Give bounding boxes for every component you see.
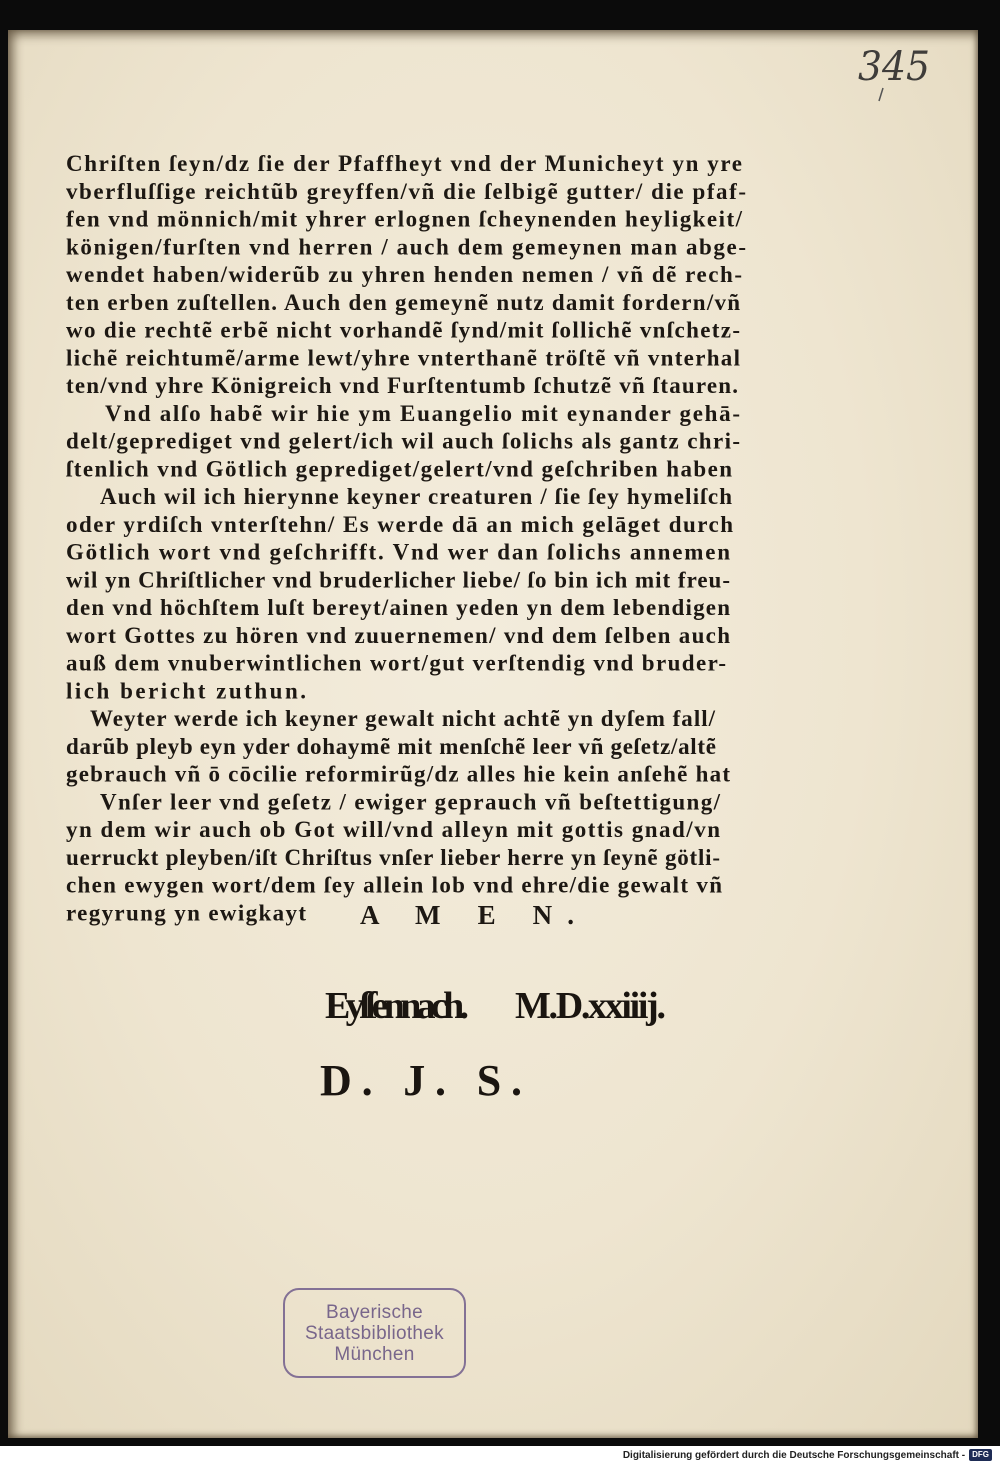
text-line: auß dem vnuberwintlichen wort/gut verſtendig vnd bruder- <box>66 650 726 676</box>
library-stamp <box>283 1288 466 1378</box>
stamp-line: Bayerische <box>326 1301 423 1323</box>
stamp-line: München <box>334 1343 415 1365</box>
colophon-initials: D. J. S. <box>320 1056 522 1105</box>
text-line: Vnd alſo habẽ wir hie ym Euangelio mit eynander gehā- <box>105 400 740 426</box>
text-line: yn dem wir auch ob Got will/vnd alleyn mit gottis gnad/vn <box>66 817 720 842</box>
colophon-place: Eyſſennach. <box>325 985 469 1027</box>
text-line: ten/vnd yhre Königreich vnd Furſtentumb ſchutzẽ vñ ſtauren. <box>66 373 738 398</box>
text-line: Chriſten ſeyn/dz ſie der Pfaffheyt vnd der Municheyt yn yre <box>66 151 742 176</box>
text-line: ſtenlich vnd Götlich geprediget/gelert/vnd geſchriben haben <box>66 456 732 482</box>
text-line: chen ewygen wort/dem ſey allein lob vnd ehre/die gewalt vñ <box>66 872 722 898</box>
text-line: wort Gottes zu hören vnd zuuernemen/ vnd dem ſelben auch <box>66 622 730 648</box>
text-line: lichẽ reichtumẽ/arme lewt/yhre vnterthanẽ tröſtẽ vñ vnterhal <box>66 345 740 371</box>
text-line: lich bericht zuthun. <box>66 678 306 704</box>
text-line: den vnd höchſtem luſt bereyt/ainen yeden yn dem lebendigen <box>66 595 730 620</box>
text-line: delt/geprediget vnd gelert/ich wil auch ſolichs als gantz chri- <box>66 428 740 454</box>
text-line: oder yrdiſch vnterſtehn/ Es werde dā an mich gelāget durch <box>66 511 733 537</box>
text-line: fen vnd mönnich/mit yhrer erlognen ſcheynenden heyligkeit/ <box>66 206 742 232</box>
text-line: vberfluſſige reichtũb greyffen/vñ die ſelbigẽ gutter/ die pfaf- <box>66 178 746 204</box>
colophon-date: M.D.xxiiij. <box>515 985 666 1027</box>
text-line: königen/furſten vnd herren / auch dem gemeynen man abge- <box>66 234 746 260</box>
text-line: wo die rechtẽ erbẽ nicht vorhandẽ ſynd/mit ſollichẽ vnſchetz- <box>66 317 740 343</box>
text-line: ten erben zuſtellen. Auch den gemeynẽ nutz damit fordern/vñ <box>66 289 740 315</box>
text-line: gebrauch vñ ō cōcilie reformirũg/dz alles hie kein anſehẽ hat <box>66 761 730 787</box>
footer-credit: Digitalisierung gefördert durch die Deutsche Forschungsgemeinschaft - <box>622 1449 966 1461</box>
text-line: wil yn Chriſtlicher vnd bruderlicher liebe/ ſo bin ich mit freu- <box>66 567 730 593</box>
text-line: darũb pleyb eyn yder dohaymẽ mit menſchẽ leer vñ geſetz/altẽ <box>66 733 716 759</box>
text-line: wendet haben/widerũb zu yhren henden nemen / vñ dẽ rech- <box>66 262 742 287</box>
text-line: Weyter werde ich keyner gewalt nicht achtẽ yn dyſem fall/ <box>90 706 716 731</box>
dfg-logo-icon: DFG <box>969 1449 992 1461</box>
text-line: Vnſer leer vnd geſetz / ewiger geprauch vñ beſtettigung/ <box>100 789 721 815</box>
folio-number: 345 <box>858 44 930 90</box>
text-line: uerruckt pleyben/iſt Chriſtus vnſer lieber herre yn ſeynẽ götli- <box>66 844 720 870</box>
amen-text: A M E N. <box>360 900 574 930</box>
stamp-line: Staatsbibliothek <box>305 1322 444 1344</box>
text-line: regyrung yn ewigkayt <box>66 900 306 926</box>
digitization-footer <box>0 1446 1000 1464</box>
text-line: Götlich wort vnd geſchrifft. Vnd wer dan ſolichs annemen <box>66 539 730 565</box>
text-line: Auch wil ich hierynne keyner creaturen / ſie ſey hymeliſch <box>100 484 732 509</box>
